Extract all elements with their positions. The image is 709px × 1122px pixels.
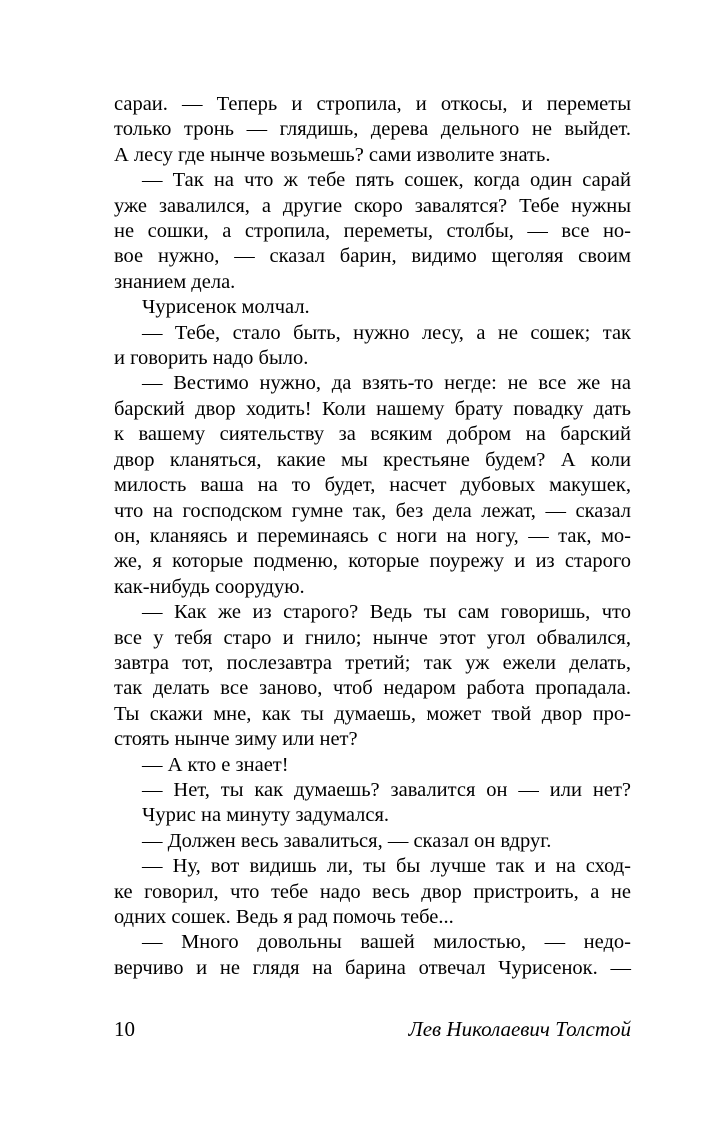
text-line: все у тебя старо и гнило; нынче этот угол обвалился, — [114, 626, 631, 649]
text-line: только тронь — глядишь, дерева дельного не выйдет. — [114, 118, 631, 141]
body-text — [114, 92, 631, 981]
text-line: А лесу где нынче возьмешь? сами изволите знать. — [114, 143, 551, 166]
text-line: — Должен весь завалиться, — сказал он вдруг. — [142, 829, 552, 852]
running-author: Лев Николаевич Толстой — [408, 1017, 631, 1041]
text-line: — Вестимо нужно, да взять-то негде: не все же на — [142, 372, 631, 395]
text-line: уже завалился, а другие скоро завалятся? Тебе нужны — [114, 194, 631, 217]
text-line: барский двор ходить! Коли нашему брату повадку дать — [114, 397, 631, 420]
text-line: — Ну, вот видишь ли, ты бы лучше так и на сход- — [142, 855, 631, 878]
text-line: так делать все заново, чтоб недаром работа пропадала. — [114, 677, 631, 700]
text-line: знанием дела. — [114, 270, 236, 293]
text-line: не сошки, а стропила, переметы, столбы, — все но- — [114, 220, 631, 243]
text-line: Чурис на минуту задумался. — [142, 804, 390, 827]
text-line: милость ваша на то будет, насчет дубовых макушек, — [114, 474, 631, 497]
text-line: — Так на что ж тебе пять сошек, когда один сарай — [142, 169, 631, 192]
text-line: одних сошек. Ведь я рад помочь тебе... — [114, 906, 454, 928]
text-line: ке говорил, что тебе надо весь двор пристроить, а не — [114, 880, 631, 903]
text-line: Чурисенок молчал. — [142, 296, 310, 319]
text-line: вое нужно, — сказал барин, видимо щеголяя своим — [114, 245, 631, 268]
text-line: к вашему сиятельству за всяким добром на барский — [114, 423, 631, 446]
text-line: же, я которые подменю, которые поурежу и из старого — [114, 550, 631, 573]
text-line: — Тебе, стало быть, нужно лесу, а не сошек; так — [142, 321, 631, 344]
text-line: и говорить надо было. — [114, 347, 309, 370]
text-line: — Как же из старого? Ведь ты сам говоришь, что — [142, 601, 631, 624]
text-line: как-нибудь соорудую. — [114, 575, 305, 598]
text-line: верчиво и не глядя на барина отвечал Чурисенок. — — [114, 956, 631, 979]
text-line: — А кто е знает! — [142, 753, 289, 776]
text-line: что на господском гумне так, без дела лежат, — сказал — [114, 499, 631, 522]
text-line: завтра тот, послезавтра третий; так уж ежели делать, — [114, 651, 631, 674]
text-line: сараи. — Теперь и стропила, и откосы, и переметы — [114, 93, 631, 115]
text-line: стоять нынче зиму или нет? — [114, 728, 358, 751]
text-line: двор кланяться, какие мы крестьяне будем? А коли — [114, 448, 631, 471]
page-number: 10 — [114, 1017, 135, 1041]
text-line: Ты скажи мне, как ты думаешь, может твой двор про- — [114, 702, 631, 725]
text-line: он, кланяясь и переминаясь с ноги на ногу, — так, мо- — [114, 524, 631, 547]
text-line: — Много довольны вашей милостью, — недо- — [142, 931, 631, 954]
text-line: — Нет, ты как думаешь? завалится он — или нет? — [142, 778, 631, 801]
